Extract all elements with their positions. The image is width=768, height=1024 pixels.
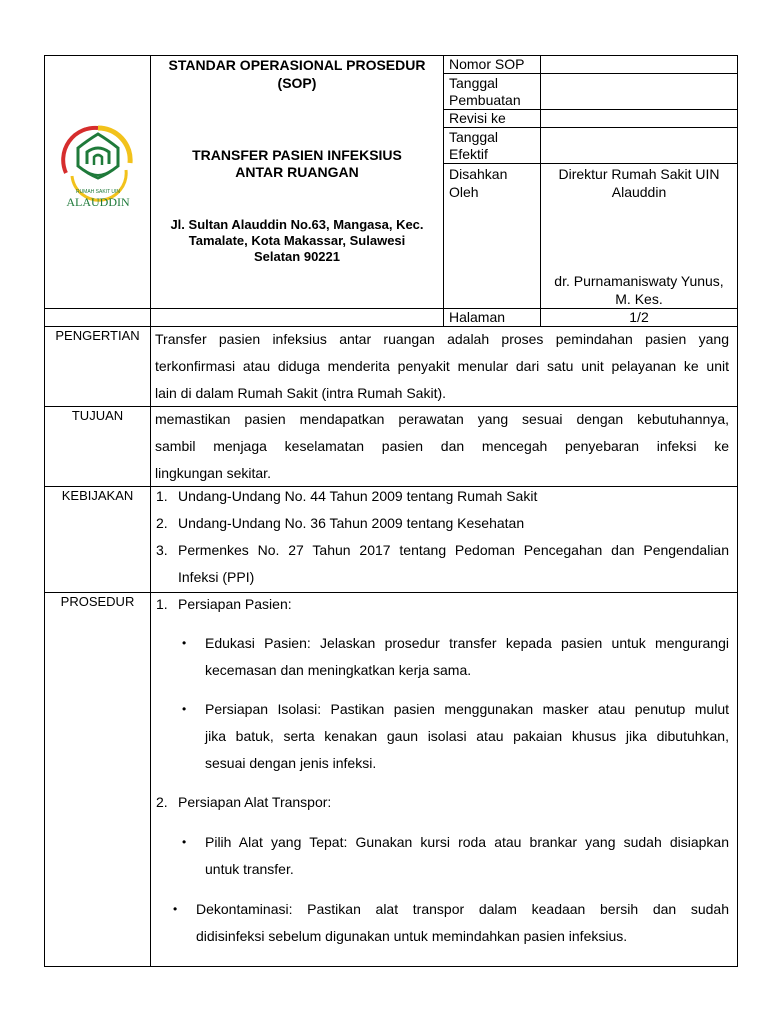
tujuan-line2: sambil menjaga keselamatan pasien dan mencegah penyebaran infeksi ke — [155, 438, 729, 454]
prosedur-label: PROSEDUR — [60, 594, 135, 609]
kebijakan-item-2: Undang-Undang No. 36 Tahun 2009 tentang Kesehatan — [178, 515, 525, 531]
bullet-icon: • — [182, 702, 187, 716]
bullet-icon: • — [182, 835, 187, 849]
logo-small-text: RUMAH SAKIT UIN — [75, 189, 121, 195]
prosedur-bullet-2-line2: jika batuk, serta kenakan gaun isolasi atau pakaian khusus jika dibutuhkan, — [205, 728, 729, 744]
tanggal-pembuatan-label-1: Tanggal — [449, 75, 499, 91]
subject-title-line1: TRANSFER PASIEN INFEKSIUS — [192, 147, 402, 163]
tanggal-pembuatan-label-2: Pembuatan — [449, 92, 521, 108]
disahkan-name-line1: dr. Purnamaniswaty Yunus, — [554, 273, 724, 289]
disahkan-title-line2: Alauddin — [611, 184, 667, 200]
sop-title-line1: STANDAR OPERASIONAL PROSEDUR — [168, 57, 426, 73]
nomor-sop-label: Nomor SOP — [449, 56, 525, 72]
prosedur-bullet-2-line1: Persiapan Isolasi: Pastikan pasien menggunakan masker atau penutup mulut — [205, 701, 729, 717]
tanggal-efektif-label-2: Efektif — [449, 146, 488, 162]
border-left — [44, 55, 45, 966]
prosedur-bullet-2-line3: sesuai dengan jenis infeksi. — [205, 755, 377, 771]
halaman-label: Halaman — [449, 309, 506, 325]
disahkan-label-2: Oleh — [449, 184, 479, 200]
border-right — [737, 55, 738, 966]
kebijakan-number-1: 1. — [156, 488, 168, 504]
bullet-icon: • — [182, 636, 187, 650]
disahkan-title-line1: Direktur Rumah Sakit UIN — [558, 166, 720, 182]
border-meta-left — [443, 55, 444, 327]
kebijakan-label: KEBIJAKAN — [61, 488, 134, 503]
tujuan-line1: memastikan pasien mendapatkan perawatan yang sesuai dengan kebutuhannya, — [155, 411, 729, 427]
address-line1: Jl. Sultan Alauddin No.63, Mangasa, Kec. — [170, 217, 424, 232]
pengertian-line1: Transfer pasien infeksius antar ruangan adalah proses pemindahan pasien yang — [155, 331, 729, 347]
border-bottom — [44, 966, 738, 967]
kebijakan-item-3-line1: Permenkes No. 27 Tahun 2017 tentang Pedoman Pencegahan dan Pengendalian — [178, 542, 729, 558]
kebijakan-item-1: Undang-Undang No. 44 Tahun 2009 tentang Rumah Sakit — [178, 488, 538, 504]
halaman-value: 1/2 — [629, 309, 649, 325]
revisi-label: Revisi ke — [449, 110, 506, 126]
prosedur-bullet-4-line2: didisinfeksi sebelum digunakan untuk memindahkan pasien infeksius. — [196, 928, 628, 944]
prosedur-bullet-1-line1: Edukasi Pasien: Jelaskan prosedur transfer kepada pasien untuk mengurangi — [205, 635, 729, 651]
prosedur-bullet-3-line1: Pilih Alat yang Tepat: Gunakan kursi roda atau brankar yang sudah disiapkan — [205, 834, 729, 850]
prosedur-step-1-title: Persiapan Pasien: — [178, 596, 292, 612]
pengertian-line3: lain di dalam Rumah Sakit (intra Rumah Sakit). — [155, 385, 447, 401]
pengertian-label: PENGERTIAN — [55, 328, 140, 343]
subject-title-line2: ANTAR RUANGAN — [235, 164, 359, 180]
prosedur-bullet-3-line2: untuk transfer. — [205, 861, 294, 877]
prosedur-bullet-4-line1: Dekontaminasi: Pastikan alat transpor dalam keadaan bersih dan sudah — [196, 901, 729, 917]
border-kebijakan — [44, 592, 738, 593]
border-row-efektif — [443, 163, 738, 164]
logo-text: ALAUDDIN — [66, 195, 130, 209]
tanggal-efektif-label-1: Tanggal — [449, 129, 499, 145]
prosedur-number-1: 1. — [156, 596, 168, 612]
address-line3: Selatan 90221 — [253, 249, 340, 264]
tujuan-label: TUJUAN — [71, 408, 124, 423]
kebijakan-number-2: 2. — [156, 515, 168, 531]
prosedur-number-2: 2. — [156, 794, 168, 810]
bullet-icon: • — [173, 902, 178, 916]
kebijakan-number-3: 3. — [156, 542, 168, 558]
prosedur-step-2-title: Persiapan Alat Transpor: — [178, 794, 332, 810]
disahkan-name-line2: M. Kes. — [615, 291, 663, 307]
tujuan-line3: lingkungan sekitar. — [155, 465, 271, 481]
border-label-column — [150, 55, 151, 966]
disahkan-label-1: Disahkan — [449, 166, 508, 182]
pengertian-line2: terkonfirmasi atau diduga menderita penyakit menular dari satu unit pelayanan ke unit — [155, 358, 729, 374]
hospital-logo — [54, 118, 142, 210]
kebijakan-item-3-line2: Infeksi (PPI) — [178, 569, 255, 585]
address-line2: Tamalate, Kota Makassar, Sulawesi — [188, 233, 406, 248]
prosedur-bullet-1-line2: kecemasan dan meningkatkan kerja sama. — [205, 662, 472, 678]
sop-title-line2: (SOP) — [277, 75, 317, 91]
